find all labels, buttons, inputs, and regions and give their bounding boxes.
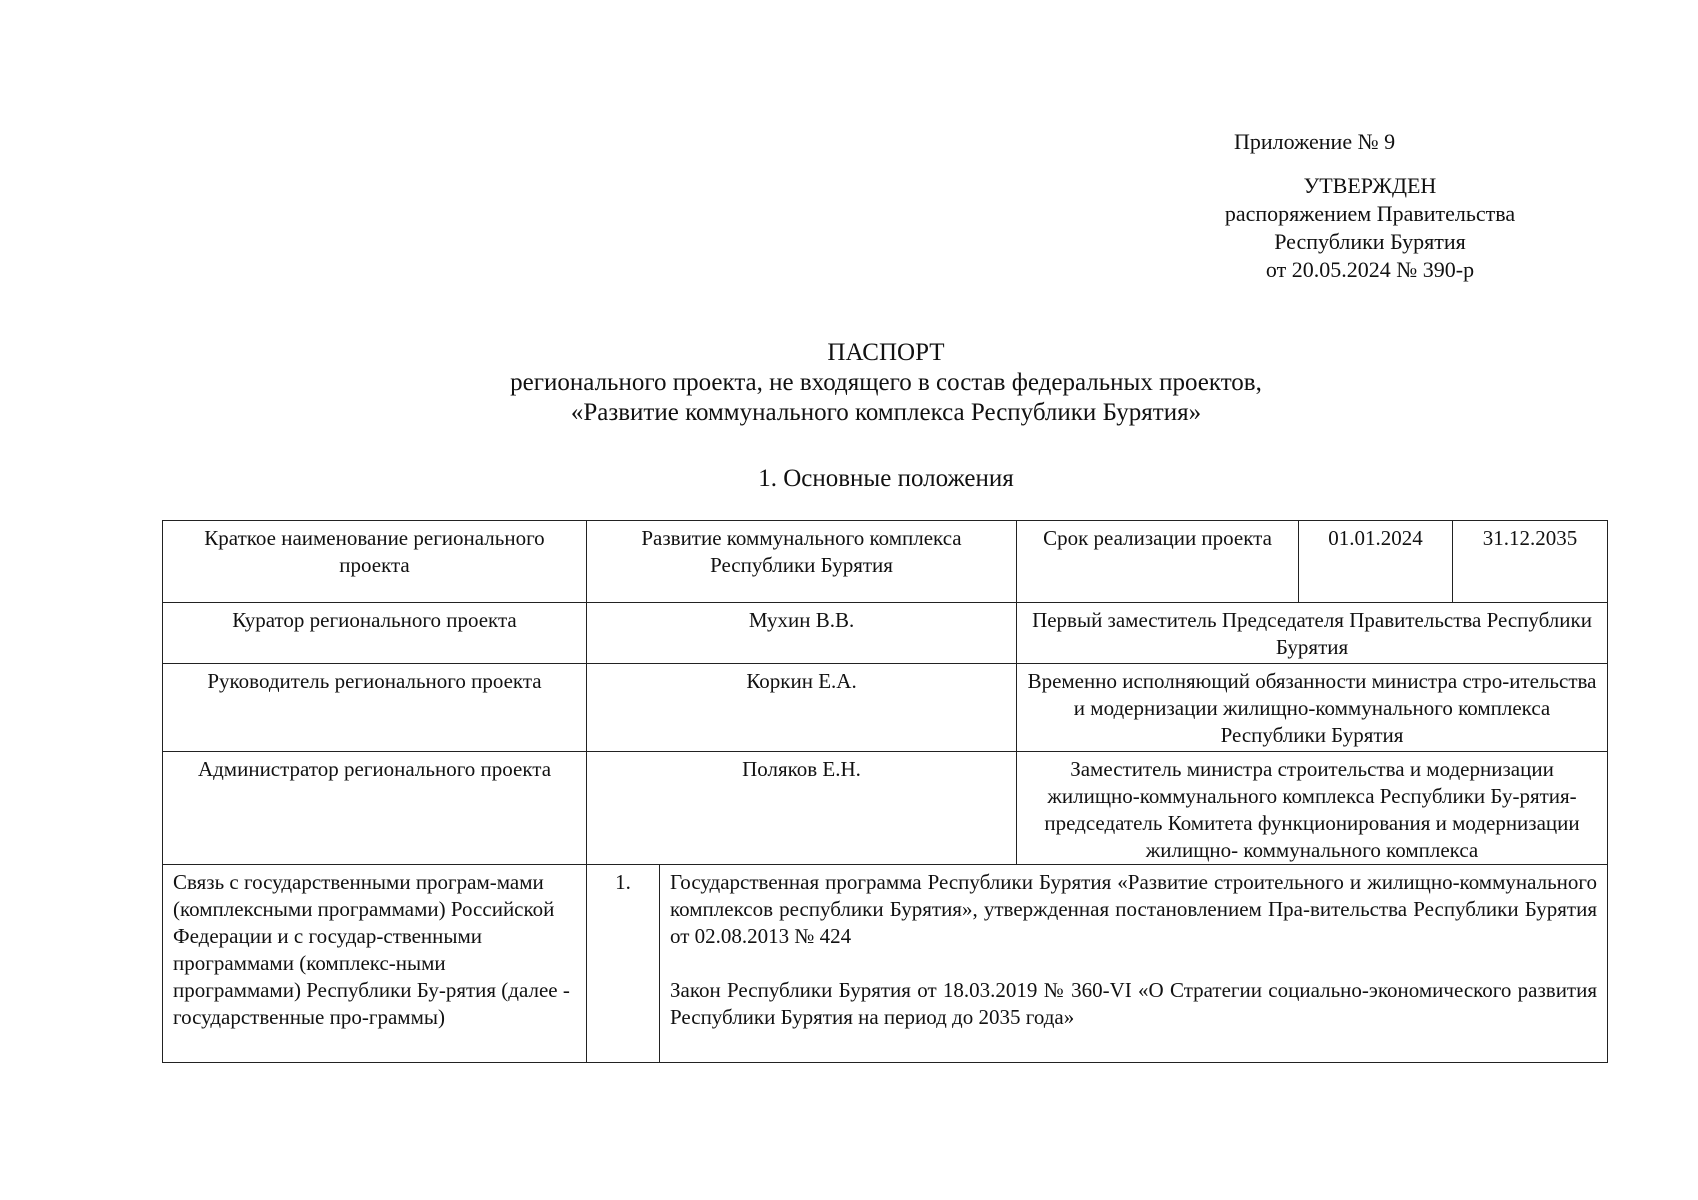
administrator-label: Администратор регионального проекта bbox=[163, 752, 587, 865]
curator-label: Куратор регионального проекта bbox=[163, 603, 587, 664]
programs-link-label: Связь с государственными програм-мами (комплексными программами) Российской Федерации и с государ-ственными программами (комплекс-ными программами) Республики Бу-рятия (далее - государственные про-граммы) bbox=[163, 865, 587, 1063]
table-row bbox=[163, 664, 1608, 752]
head-label: Руководитель регионального проекта bbox=[163, 664, 587, 752]
curator-position: Первый заместитель Председателя Правительства Республики Бурятия bbox=[1017, 603, 1608, 664]
approved-by-line1: распоряжением Правительства bbox=[1224, 201, 1516, 226]
document-title bbox=[0, 338, 1698, 428]
passport-table bbox=[162, 520, 1608, 1063]
approved-by-line2: Республики Бурятия bbox=[1274, 229, 1466, 254]
table-row bbox=[163, 752, 1608, 865]
term-start-date: 01.01.2024 bbox=[1299, 521, 1453, 603]
programs-cell bbox=[660, 865, 1608, 1063]
term-label: Срок реализации проекта bbox=[1017, 521, 1299, 603]
paragraph-gap bbox=[670, 950, 1597, 977]
table-row bbox=[163, 521, 1608, 603]
term-end-date: 31.12.2035 bbox=[1453, 521, 1608, 603]
table-row bbox=[163, 865, 1608, 1063]
table-row bbox=[163, 603, 1608, 664]
administrator-position-cell bbox=[1017, 752, 1608, 865]
title-subtitle: регионального проекта, не входящего в состав федеральных проектов, bbox=[510, 369, 1262, 396]
program-number: 1. bbox=[587, 865, 660, 1063]
administrator-position: Заместитель министра строительства и модернизации жилищно-коммунального комплекса Республики Бу-рятия- председатель Комитета функционирования и модернизации жилищно- коммунального комплекса bbox=[1044, 757, 1580, 862]
title-project-name: «Развитие коммунального комплекса Республики Бурятия» bbox=[570, 399, 1202, 426]
short-name-value: Развитие коммунального комплекса Республики Бурятия bbox=[587, 521, 1017, 603]
approval-block bbox=[1140, 128, 1600, 284]
state-program-text: Государственная программа Республики Бурятия «Развитие строительного и жилищно-коммунального комплексов республики Бурятия», утвержденная постановлением Пра-вительства Республики Бурятия от 02.08.2013 № 424 bbox=[670, 870, 1598, 948]
administrator-name: Поляков Е.Н. bbox=[587, 752, 1017, 865]
short-name-label: Краткое наименование регионального проекта bbox=[163, 521, 587, 603]
title-passport: ПАСПОРТ bbox=[827, 339, 945, 366]
approved-date: от 20.05.2024 № 390-р bbox=[1265, 257, 1475, 282]
curator-name: Мухин В.В. bbox=[587, 603, 1017, 664]
head-position: Временно исполняющий обязанности министра стро-ительства и модернизации жилищно-коммунального комплекса Республики Бурятия bbox=[1017, 664, 1608, 752]
section-heading: 1. Основные положения bbox=[758, 465, 1014, 492]
head-name: Коркин Е.А. bbox=[587, 664, 1017, 752]
approved-stamp: УТВЕРЖДЕН bbox=[1303, 173, 1437, 198]
strategy-law-text: Закон Республики Бурятия от 18.03.2019 № 360-VI «О Стратегии социально-экономического развития Республики Бурятия на период до 2035 года» bbox=[670, 978, 1598, 1029]
appendix-number: Приложение № 9 bbox=[1234, 129, 1396, 154]
